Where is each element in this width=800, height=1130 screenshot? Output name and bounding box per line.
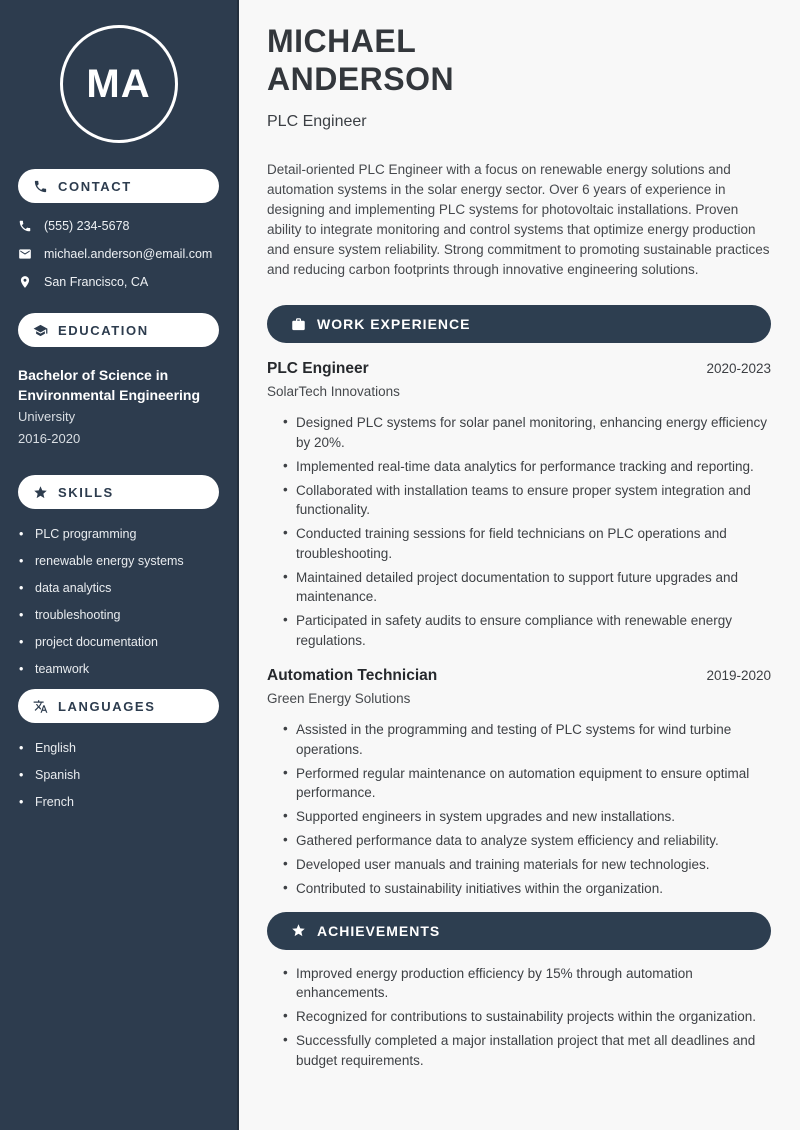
main-content: [239, 0, 800, 1130]
languages-section-label: LANGUAGES: [58, 698, 156, 714]
bullet-item: • Designed PLC systems for solar panel monitoring, enhancing energy efficiency by 20%.: [267, 413, 771, 452]
skill-item: • teamwork: [18, 662, 219, 676]
star-icon: [291, 923, 306, 938]
job-header: [267, 667, 771, 685]
achievements-list: [267, 964, 771, 1071]
contact-location: [18, 275, 219, 289]
job-bullet-list: [267, 720, 771, 899]
email-icon: [18, 247, 32, 261]
job-bullet-list: [267, 413, 771, 650]
bullet-item: • Maintained detailed project documentation to support future upgrades and maintenance.: [267, 568, 771, 607]
candidate-name: [267, 22, 771, 98]
avatar: [60, 25, 178, 143]
phone-icon: [33, 179, 48, 194]
job-entry: [267, 360, 771, 650]
achievements-label: ACHIEVEMENTS: [317, 922, 441, 939]
education-entry: [18, 365, 219, 449]
contact-email: [18, 247, 219, 261]
bullet-item: • Improved energy production efficiency by 15% through automation enhancements.: [267, 964, 771, 1003]
job-title: Automation Technician: [267, 667, 438, 684]
languages-list: [18, 741, 219, 809]
bullet-item: • Performed regular maintenance on automation equipment to ensure optimal performance.: [267, 764, 771, 803]
job-company: SolarTech Innovations: [267, 384, 400, 399]
bullet-item: • Implemented real-time data analytics for performance tracking and reporting.: [267, 457, 771, 477]
work-experience-banner: [267, 305, 771, 343]
language-item: • Spanish: [18, 768, 219, 782]
skill-item: • project documentation: [18, 635, 219, 649]
translate-icon: [33, 699, 48, 714]
skill-item: • PLC programming: [18, 527, 219, 541]
bullet-item: • Successfully completed a major installation project that met all deadlines and budget requirements.: [267, 1031, 771, 1070]
graduation-cap-icon: [33, 323, 48, 338]
bullet-item: • Assisted in the programming and testing of PLC systems for wind turbine operations.: [267, 720, 771, 759]
candidate-last-name: ANDERSON: [267, 61, 455, 97]
contact-phone: [18, 219, 219, 233]
contact-section-label: CONTACT: [58, 178, 132, 194]
contact-section-header: [18, 169, 219, 203]
skills-list: [18, 527, 219, 676]
achievements-banner: [267, 912, 771, 950]
bullet-item: • Contributed to sustainability initiatives within the organization.: [267, 879, 771, 899]
briefcase-icon: [291, 317, 306, 332]
education-section-header: [18, 313, 219, 347]
sidebar: [0, 0, 239, 1130]
job-header: [267, 360, 771, 378]
skill-item: • renewable energy systems: [18, 554, 219, 568]
job-dates: 2019-2020: [706, 668, 771, 683]
contact-email-text: michael.anderson@email.com: [44, 247, 213, 261]
job-title: PLC Engineer: [267, 360, 369, 377]
contact-phone-text: (555) 234-5678: [44, 219, 130, 233]
bullet-item: • Participated in safety audits to ensure compliance with renewable energy regulations.: [267, 611, 771, 650]
skills-section-label: SKILLS: [58, 484, 114, 500]
star-icon: [33, 485, 48, 500]
education-degree: Bachelor of Science in Environmental Engineering: [18, 367, 201, 403]
location-pin-icon: [18, 275, 32, 289]
skills-section-header: [18, 475, 219, 509]
bullet-item: • Conducted training sessions for field technicians on PLC operations and troubleshooting.: [267, 524, 771, 563]
education-years: 2016-2020: [18, 431, 81, 446]
bullet-item: • Recognized for contributions to sustainability projects within the organization.: [267, 1007, 771, 1027]
bullet-item: • Gathered performance data to analyze system efficiency and reliability.: [267, 831, 771, 851]
bullet-item: • Supported engineers in system upgrades and new installations.: [267, 807, 771, 827]
contact-location-text: San Francisco, CA: [44, 275, 149, 289]
contact-list: [18, 219, 219, 289]
avatar-initials: MA: [86, 61, 151, 106]
language-item: • English: [18, 741, 219, 755]
job-entry: [267, 667, 771, 899]
skill-item: • troubleshooting: [18, 608, 219, 622]
summary-paragraph: Detail-oriented PLC Engineer with a focus on renewable energy solutions and automation systems in the solar energy sector. Over 6 years of experience in designing and implementing PLC systems for photovoltaic installations. Proven ability to integrate monitoring and control systems that optimize energy production and ensure system reliability. Strong commitment to promoting sustainable practices and reducing carbon footprints through innovative engineering solutions.: [267, 162, 770, 277]
education-school: University: [18, 409, 76, 424]
candidate-job-title: PLC Engineer: [267, 113, 367, 130]
candidate-first-name: MICHAEL: [267, 23, 417, 59]
bullet-item: • Collaborated with installation teams to ensure proper system integration and functionality.: [267, 481, 771, 520]
skill-item: • data analytics: [18, 581, 219, 595]
phone-icon: [18, 219, 32, 233]
work-experience-label: WORK EXPERIENCE: [317, 316, 471, 332]
job-company: Green Energy Solutions: [267, 691, 411, 706]
bullet-item: • Developed user manuals and training materials for new technologies.: [267, 855, 771, 875]
language-item: • French: [18, 795, 219, 809]
job-dates: 2020-2023: [706, 361, 771, 376]
languages-section-header: [18, 689, 219, 723]
education-section-label: EDUCATION: [58, 322, 149, 338]
